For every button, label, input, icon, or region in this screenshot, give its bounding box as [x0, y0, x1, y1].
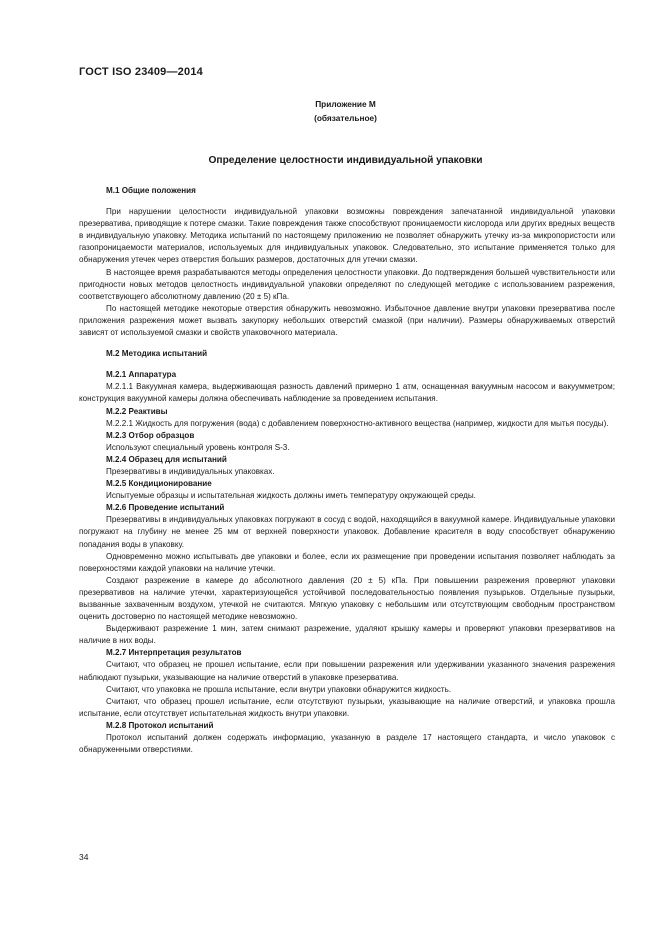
paragraph: Презервативы в индивидуальных упаковках.	[106, 466, 275, 476]
subsection-heading: М.2.7 Интерпретация результатов	[106, 648, 242, 658]
paragraph: Создают разрежение в камере до абсолютного давления (20 ± 5) кПа. При повышении разрежения проверяют упаковки презервативов на наличие утечки, характеризующейся устойчивой последовательностью появления пузырьков. Отдельные пузырьки, вызванные захваченным воздухом, утечкой не считаются. Мягкую упаковку с небольшим или отсутствующим свободным пространством оценить достоверно по настоящей методике невозможно.	[79, 575, 615, 622]
standard-code: ГОСТ ISO 23409—2014	[79, 66, 203, 78]
paragraph: М.2.2.1 Жидкость для погружения (вода) с добавлением поверхностно-активного вещества (например, жидкости для мытья посуды).	[106, 418, 609, 428]
paragraph: Протокол испытаний должен содержать информацию, указанную в разделе 17 настоящего стандарта, и число упаковок с обнаруженными отверстиями.	[79, 733, 615, 755]
paragraph: Испытуемые образцы и испытательная жидкость должны иметь температуру окружающей среды.	[106, 491, 476, 501]
annex-status: (обязательное)	[314, 113, 377, 123]
section-heading: М.2 Методика испытаний	[106, 349, 208, 359]
paragraph: Выдерживают разрежение 1 мин, затем снимают разрежение, удаляют крышку камеры и проверяют упаковки презервативов на наличие в них воды.	[79, 624, 615, 646]
paragraph: В настоящее время разрабатываются методы определения целостности упаковки. До подтверждения большей чувствительности или пригодности новых методов целостность индивидуальной упаковки определяют по следующей методике с использованием разрежения, соответствующего абсолютному давлению (20 ± 5) кПа.	[79, 267, 615, 301]
paragraph: Используют специальный уровень контроля S-3.	[106, 442, 290, 452]
page-number: 34	[79, 852, 89, 862]
paragraph: Считают, что образец прошел испытание, если отсутствуют пузырьки, указывающие на наличие отверстий, и упаковка прошла испытание, если отсутствует испытательная жидкость внутри упаковки.	[79, 696, 615, 718]
subsection-heading: М.2.8 Протокол испытаний	[106, 720, 214, 730]
subsection-heading: М.2.5 Кондиционирование	[106, 479, 212, 489]
paragraph: Считают, что упаковка не прошла испытание, если внутри упаковки обнаружится жидкость.	[106, 684, 452, 694]
paragraph: При нарушении целостности индивидуальной упаковки возможны повреждения запечатанной индивидуальной упаковки презерватива, приводящие к потере смазки. Такие повреждения также способствуют проницаемости кислорода или других вредных веществ в индивидуальную упаковку. Методика испытаний по настоящему приложению не позволяет обнаружить утечку из-за микропористости или газопроницаемости материалов, используемых для индивидуальных упаковок. Следовательно, это испытание применяется только для обнаружения утечек через отверстия больших размеров, достаточных для утечки смазки.	[79, 207, 615, 265]
annex-block	[0, 97, 661, 125]
paragraph: По настоящей методике некоторые отверстия обнаружить невозможно. Избыточное давление внутри упаковки презерватива после приложения разрежения может вызвать закупорку небольших отверстий смазкой (при наличии). Размеры обнаруживаемых отверстий зависят от используемой смазки и свойств упаковочного материала.	[79, 303, 615, 338]
document-title: Определение целостности индивидуальной упаковки	[208, 155, 483, 166]
paragraph: Одновременно можно испытывать две упаковки и более, если их размещение при проведении испытания позволяет наблюдать за поверхностями каждой упаковки на наличие утечки.	[79, 551, 615, 573]
subsection-heading: М.2.3 Отбор образцов	[106, 430, 195, 440]
document-body	[79, 185, 615, 756]
annex-title: Приложение М	[315, 99, 376, 109]
paragraph: Презервативы в индивидуальных упаковках погружают в сосуд с водой, находящийся в вакуумной камере. Индивидуальные упаковки погружают на глубину не менее 25 мм от верхней поверхности упаковок. Добавление красителя в воду способствует обнаружению попадания воды в упаковку.	[79, 515, 615, 549]
paragraph: М.2.1.1 Вакуумная камера, выдерживающая разность давлений примерно 1 атм, оснащенная вакуумным насосом и вакуумметром; конструкция вакуумной камеры должна обеспечивать наблюдение за проведением испытания.	[79, 382, 615, 404]
paragraph: Считают, что образец не прошел испытание, если при повышении разрежения или удерживании указанного значения разрежения наблюдают пузырьки, указывающие на наличие отверстий в упаковке презерватива.	[79, 660, 615, 682]
subsection-heading: М.2.4 Образец для испытаний	[106, 454, 227, 464]
subsection-heading: М.2.1 Аппаратура	[106, 370, 177, 380]
subsection-heading: М.2.2 Реактивы	[106, 406, 168, 416]
subsection-heading: М.2.6 Проведение испытаний	[106, 503, 225, 513]
section-heading: М.1 Общие положения	[106, 186, 196, 195]
